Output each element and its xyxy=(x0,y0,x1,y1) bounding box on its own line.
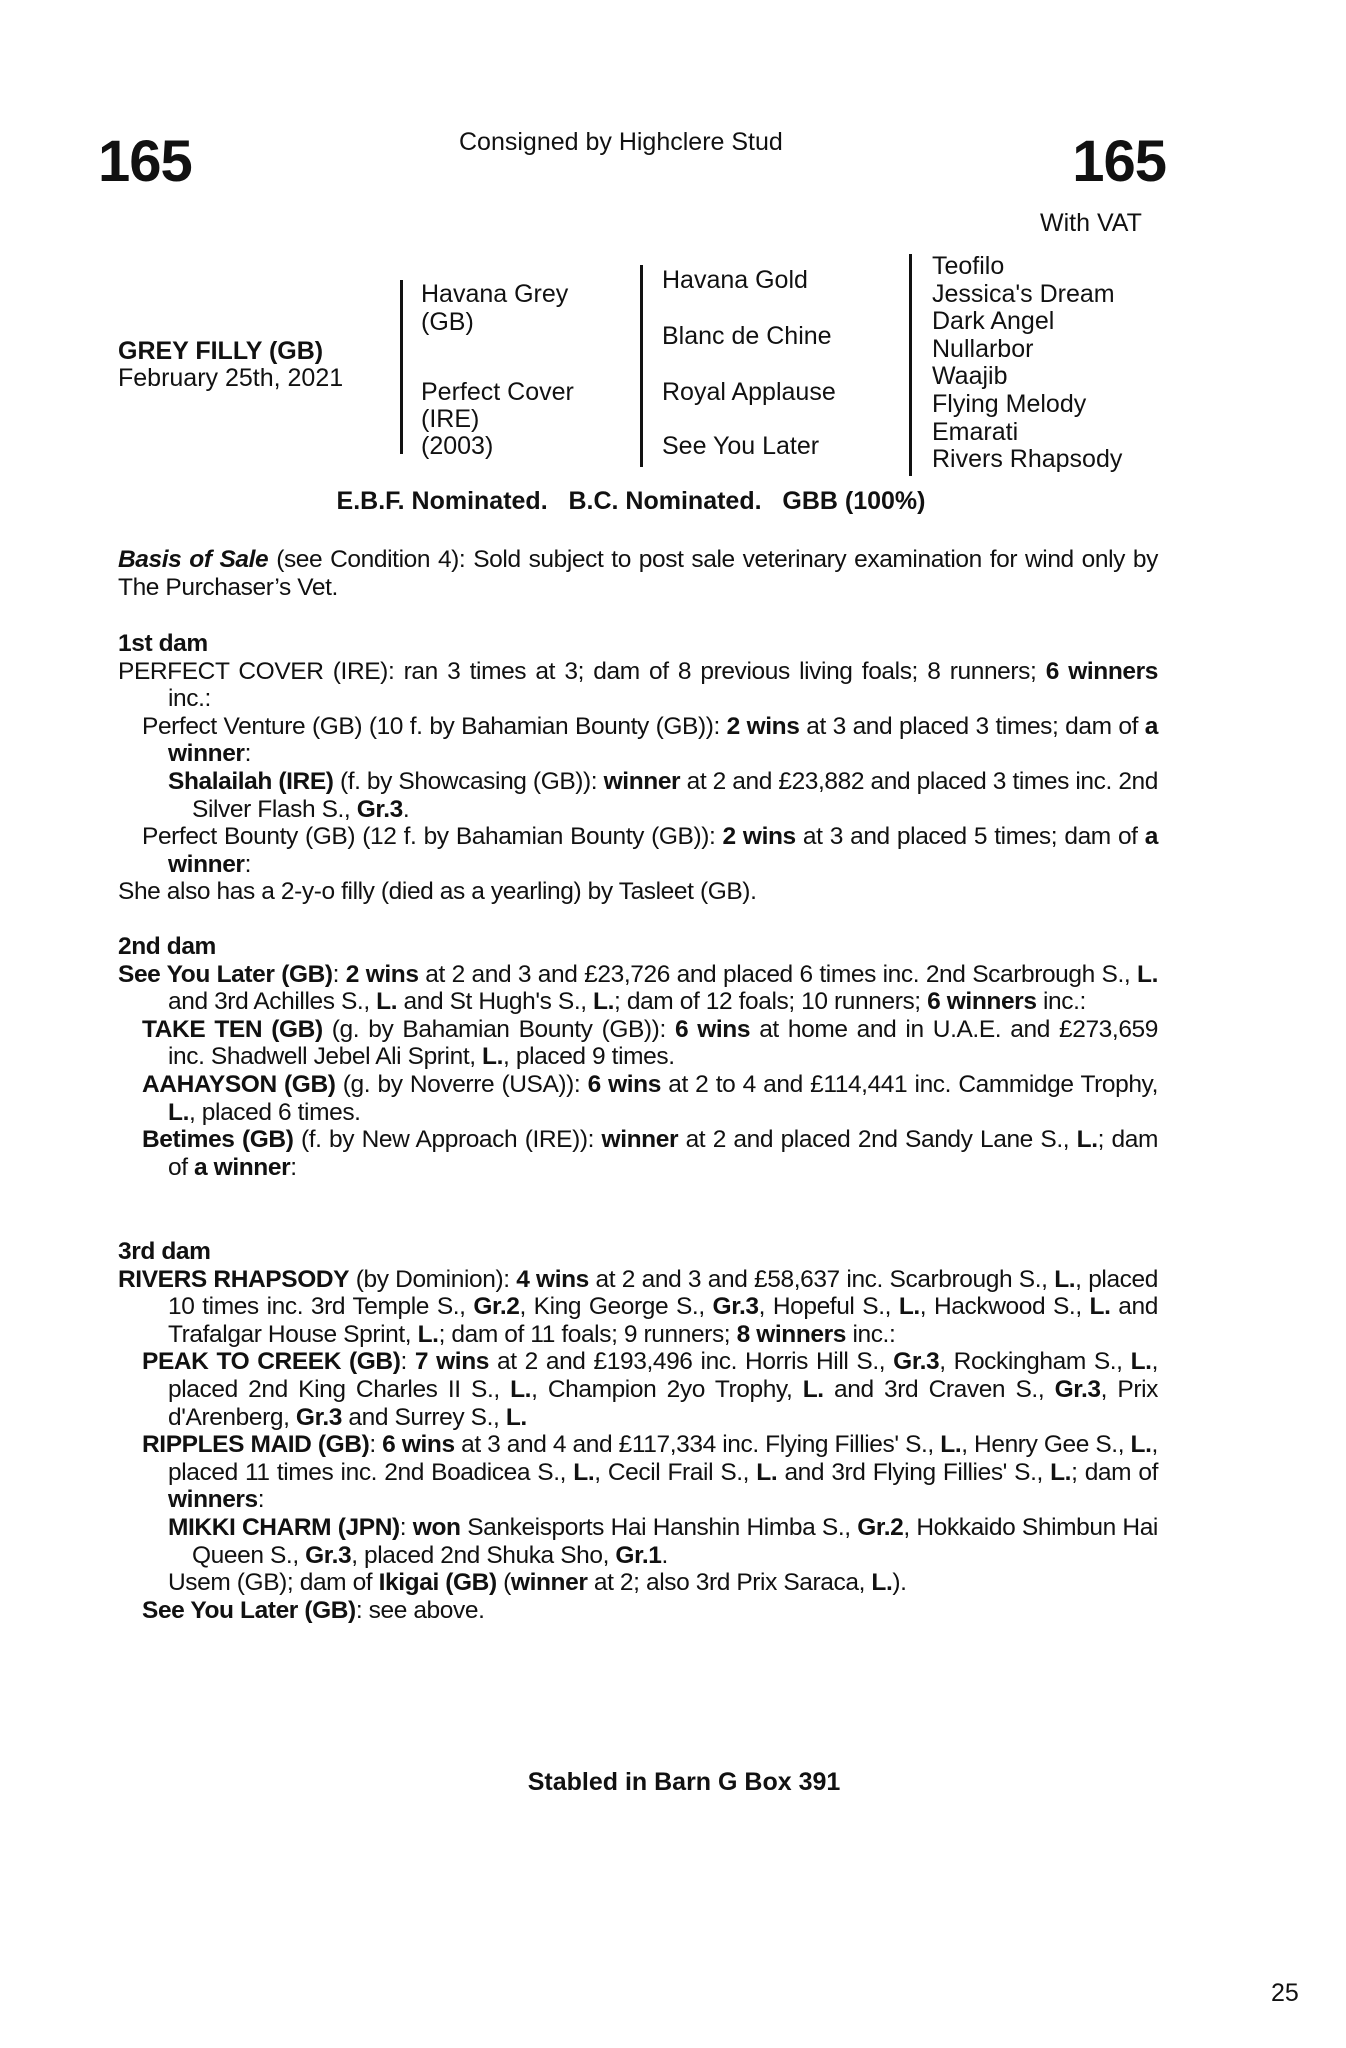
text-run: Usem (GB); dam of xyxy=(168,1569,379,1597)
text-run: at 3 and placed 3 times; dam of xyxy=(799,712,1145,740)
bold-text-run: 2 wins xyxy=(722,823,796,851)
text-run: : xyxy=(399,1513,413,1541)
pedigree-paragraph xyxy=(118,1126,1158,1181)
bold-text-run: L. xyxy=(1130,1348,1152,1376)
great-grandparent: Dark Angel xyxy=(932,307,1055,336)
bold-text-run: L. xyxy=(940,1431,962,1459)
second-dam-body xyxy=(118,961,1158,1182)
bold-text-run: winner xyxy=(601,1126,679,1154)
bold-text-run: L. xyxy=(168,1098,189,1126)
bold-text-run: L. xyxy=(510,1375,532,1403)
great-grandparent: Emarati xyxy=(932,417,1019,446)
bold-text-run: L. xyxy=(1050,1458,1072,1486)
pedigree-paragraph xyxy=(118,1514,1158,1569)
text-run: inc.: xyxy=(1036,988,1086,1016)
pedigree-paragraph xyxy=(118,1071,1158,1126)
bold-text-run: 4 wins xyxy=(516,1265,589,1293)
pedigree-paragraph xyxy=(118,1569,1158,1597)
third-dam-body xyxy=(118,1266,1158,1625)
text-run: Perfect Venture (GB) (10 f. by Bahamian Bounty (GB)): xyxy=(142,712,727,740)
text-run: at 3 and 4 and £117,334 inc. Flying Fillies' S., xyxy=(454,1431,941,1459)
bold-text-run: L. xyxy=(1089,1293,1111,1321)
text-run: inc.: xyxy=(846,1320,896,1348)
text-run: inc.: xyxy=(168,685,211,713)
text-run: , Rockingham S., xyxy=(939,1348,1131,1376)
text-run: at 3 and placed 5 times; dam of xyxy=(795,823,1145,851)
great-grandparent: Rivers Rhapsody xyxy=(932,445,1123,474)
bold-text-run: Gr.1 xyxy=(615,1541,662,1569)
great-grandparent: Nullarbor xyxy=(932,334,1034,363)
bold-text-run: RIPPLES MAID (GB) xyxy=(142,1431,370,1459)
bold-text-run: MIKKI CHARM (JPN) xyxy=(168,1513,400,1541)
bold-text-run: RIVERS RHAPSODY xyxy=(118,1265,350,1293)
page-number: 25 xyxy=(1271,1979,1299,2007)
text-run: at 2 and placed 2nd Sandy Lane S., xyxy=(678,1126,1077,1154)
dam-year: (2003) xyxy=(421,432,494,460)
horse-name: GREY FILLY (GB) xyxy=(118,337,324,365)
bold-text-run: 2 wins xyxy=(345,960,419,988)
text-run: , placed 9 times. xyxy=(503,1043,675,1071)
text-run: : xyxy=(290,1153,297,1181)
text-run: (f. by Showcasing (GB)): xyxy=(333,767,604,795)
pedigree-paragraph xyxy=(118,1431,1158,1514)
text-run: , placed 2nd Shuka Sho, xyxy=(351,1541,616,1569)
bold-text-run: 8 winners xyxy=(736,1320,847,1348)
bold-text-run: L. xyxy=(482,1043,504,1071)
grandparent: See You Later xyxy=(662,432,820,460)
text-run: . xyxy=(661,1541,668,1569)
bold-text-run: 7 wins xyxy=(414,1348,489,1376)
pedigree-paragraph xyxy=(118,961,1158,1016)
text-run: (by Dominion): xyxy=(349,1265,517,1293)
bold-text-run: 2 wins xyxy=(726,712,800,740)
stabling-location: Stabled in Barn G Box 391 xyxy=(527,1768,841,1796)
bold-text-run: won xyxy=(412,1513,461,1541)
text-run: . xyxy=(402,795,410,823)
text-run: and Surrey S., xyxy=(341,1403,506,1431)
great-grandparent: Flying Melody xyxy=(932,389,1087,418)
bold-text-run: L. xyxy=(1130,1431,1152,1459)
text-run: and Trafalgar House Sprint, xyxy=(168,1293,1158,1348)
bold-text-run: L. xyxy=(417,1320,439,1348)
bold-text-run: Betimes (GB) xyxy=(142,1126,294,1154)
pedigree-paragraph xyxy=(118,768,1158,823)
pedigree-divider-2 xyxy=(640,265,643,467)
bold-text-run: Gr.3 xyxy=(356,795,403,823)
bold-text-run: Gr.3 xyxy=(295,1403,342,1431)
text-run: ; dam of xyxy=(168,1126,1158,1181)
bold-text-run: See You Later (GB) xyxy=(142,1596,356,1624)
text-run: at home and in U.A.E. and £273,659 inc. Shadwell Jebel Ali Sprint, xyxy=(168,1015,1158,1071)
text-run: : xyxy=(332,960,346,988)
sire-country: (GB) xyxy=(421,308,474,336)
lot-number-left: 165 xyxy=(98,129,192,194)
text-run: She also has a 2-y-o filly (died as a yearling) by Tasleet (GB). xyxy=(118,878,757,906)
text-run: at 2 and 3 and £23,726 and placed 6 times inc. 2nd Scarbrough S., xyxy=(418,960,1137,988)
bold-text-run: Ikigai (GB) xyxy=(378,1569,497,1597)
bold-text-run: winner xyxy=(510,1569,588,1597)
text-run: (f. by New Approach (IRE)): xyxy=(293,1126,602,1154)
pedigree-paragraph xyxy=(118,1348,1158,1431)
great-grandparent: Teofilo xyxy=(932,252,1005,280)
text-run: PERFECT COVER (IRE): ran 3 times at 3; dam of 8 previous living foals; 8 runners; xyxy=(118,657,1046,685)
text-run: at 2 to 4 and £114,441 inc. Cammidge Trophy, xyxy=(660,1070,1158,1098)
lot-number-right: 165 xyxy=(1072,129,1166,194)
bold-text-run: See You Later (GB) xyxy=(118,960,333,988)
text-run: and St Hugh's S., xyxy=(397,988,594,1016)
text-run: Perfect Bounty (GB) (12 f. by Bahamian Bounty (GB)): xyxy=(142,823,723,851)
bold-text-run: Basis of Sale xyxy=(118,546,269,573)
bold-text-run: a winner xyxy=(168,823,1158,878)
first-dam-body xyxy=(118,658,1158,906)
bold-text-run: Gr.3 xyxy=(1054,1375,1101,1403)
bold-text-run: L. xyxy=(1076,1126,1098,1154)
text-run: Sankeisports Hai Hanshin Himba S., xyxy=(460,1513,858,1541)
bold-text-run: a winner xyxy=(194,1153,291,1181)
text-run: , placed 10 times inc. 3rd Temple S., xyxy=(168,1265,1158,1321)
vat-status: With VAT xyxy=(1040,209,1142,237)
bold-text-run: 6 winners xyxy=(1045,657,1158,685)
bold-text-run: 6 wins xyxy=(674,1015,751,1043)
text-run: ; dam of 12 foals; 10 runners; xyxy=(614,988,928,1016)
text-run: at 2; also 3rd Prix Saraca, xyxy=(587,1569,872,1597)
pedigree-paragraph xyxy=(118,546,1158,601)
text-run: (g. by Bahamian Bounty (GB)): xyxy=(322,1015,675,1043)
nominations: E.B.F. Nominated. B.C. Nominated. GBB (100%) xyxy=(336,487,926,515)
pedigree-paragraph xyxy=(118,1597,1158,1625)
text-run: (g. by Noverre (USA)): xyxy=(335,1070,588,1098)
bold-text-run: winner xyxy=(603,767,681,795)
text-run: , Champion 2yo Trophy, xyxy=(531,1375,803,1403)
text-run: , Hopeful S., xyxy=(758,1293,899,1321)
text-run: : see above. xyxy=(355,1596,485,1624)
bold-text-run: L. xyxy=(573,1458,595,1486)
bold-text-run: L. xyxy=(505,1403,527,1431)
bold-text-run: TAKE TEN (GB) xyxy=(142,1015,323,1043)
pedigree-paragraph xyxy=(118,1016,1158,1071)
text-run: and 3rd Craven S., xyxy=(823,1375,1055,1403)
text-run: ). xyxy=(892,1569,907,1597)
pedigree-paragraph xyxy=(118,713,1158,768)
grandparent: Blanc de Chine xyxy=(662,322,832,350)
grandparent: Havana Gold xyxy=(662,266,808,294)
bold-text-run: Gr.3 xyxy=(712,1293,759,1321)
text-run: ; dam of xyxy=(1071,1458,1158,1486)
bold-text-run: L. xyxy=(802,1375,824,1403)
consignor: Consigned by Highclere Stud xyxy=(459,128,783,156)
bold-text-run: L. xyxy=(1054,1265,1076,1293)
text-run: , Hackwood S., xyxy=(919,1293,1090,1321)
bold-text-run: AAHAYSON (GB) xyxy=(142,1070,336,1098)
bold-text-run: Gr.2 xyxy=(473,1293,520,1321)
third-dam-heading: 3rd dam xyxy=(118,1238,211,1265)
grandparent: Royal Applause xyxy=(662,378,836,406)
text-run: : xyxy=(244,740,251,768)
bold-text-run: Gr.2 xyxy=(857,1513,904,1541)
first-dam-section xyxy=(118,630,1158,906)
bold-text-run: winners xyxy=(168,1486,258,1514)
text-run: and 3rd Flying Fillies' S., xyxy=(777,1458,1051,1486)
sire: Havana Grey xyxy=(421,280,569,308)
great-grandparent: Jessica's Dream xyxy=(932,279,1115,308)
bold-text-run: L. xyxy=(1137,960,1158,988)
pedigree-divider-1 xyxy=(400,280,403,454)
bold-text-run: L. xyxy=(756,1458,778,1486)
bold-text-run: 6 wins xyxy=(587,1070,661,1098)
bold-text-run: 6 winners xyxy=(927,988,1037,1016)
third-dam-section xyxy=(118,1238,1158,1624)
text-run: , Hokkaido Shimbun Hai Queen S., xyxy=(192,1513,1158,1569)
text-run: : xyxy=(244,850,251,878)
text-run: , King George S., xyxy=(519,1293,713,1321)
bold-text-run: Shalailah (IRE) xyxy=(168,767,334,795)
pedigree-paragraph xyxy=(118,878,1158,906)
text-run: at 2 and 3 and £58,637 inc. Scarbrough S., xyxy=(588,1265,1055,1293)
text-run: at 2 and £23,882 and placed 3 times inc. 2nd Silver Flash S., xyxy=(192,767,1158,823)
second-dam-section xyxy=(118,933,1158,1181)
bold-text-run: Gr.3 xyxy=(305,1541,352,1569)
text-run: at 2 and £193,496 inc. Horris Hill S., xyxy=(489,1348,894,1376)
first-dam-heading: 1st dam xyxy=(118,630,208,657)
text-run: , placed 2nd King Charles II S., xyxy=(168,1348,1158,1403)
pedigree-divider-3 xyxy=(909,254,912,476)
pedigree-great-grandparents xyxy=(932,253,1122,474)
bold-text-run: a winner xyxy=(168,712,1158,768)
second-dam-heading: 2nd dam xyxy=(118,933,216,960)
text-run: : xyxy=(400,1348,415,1376)
text-run: , placed 11 times inc. 2nd Boadicea S., xyxy=(168,1431,1158,1486)
text-run: : xyxy=(369,1431,383,1459)
bold-text-run: L. xyxy=(871,1569,893,1597)
foaling-date: February 25th, 2021 xyxy=(118,364,344,392)
text-run: ( xyxy=(496,1569,511,1597)
bold-text-run: Gr.3 xyxy=(893,1348,940,1376)
text-run: , Prix d'Arenberg, xyxy=(168,1375,1158,1431)
bold-text-run: L. xyxy=(593,988,615,1016)
pedigree-paragraph xyxy=(118,823,1158,878)
dam-country: (IRE) xyxy=(421,405,480,433)
basis-of-sale xyxy=(118,546,1158,601)
text-run: : xyxy=(257,1486,265,1514)
pedigree-paragraph xyxy=(118,1266,1158,1349)
text-run: (see Condition 4): Sold subject to post sale veterinary examination for wind only by The Purchaser’s Vet. xyxy=(118,546,1158,601)
pedigree-paragraph xyxy=(118,658,1158,713)
text-run: , Henry Gee S., xyxy=(961,1431,1131,1459)
text-run: and 3rd Achilles S., xyxy=(168,988,377,1016)
dam: Perfect Cover xyxy=(421,378,574,406)
bold-text-run: 6 wins xyxy=(382,1431,455,1459)
text-run: , Cecil Frail S., xyxy=(594,1458,757,1486)
bold-text-run: L. xyxy=(376,988,398,1016)
bold-text-run: PEAK TO CREEK (GB) xyxy=(142,1348,401,1376)
bold-text-run: L. xyxy=(898,1293,920,1321)
text-run: ; dam of 11 foals; 9 runners; xyxy=(438,1320,737,1348)
great-grandparent: Waajib xyxy=(932,362,1008,391)
text-run: , placed 6 times. xyxy=(188,1098,361,1126)
